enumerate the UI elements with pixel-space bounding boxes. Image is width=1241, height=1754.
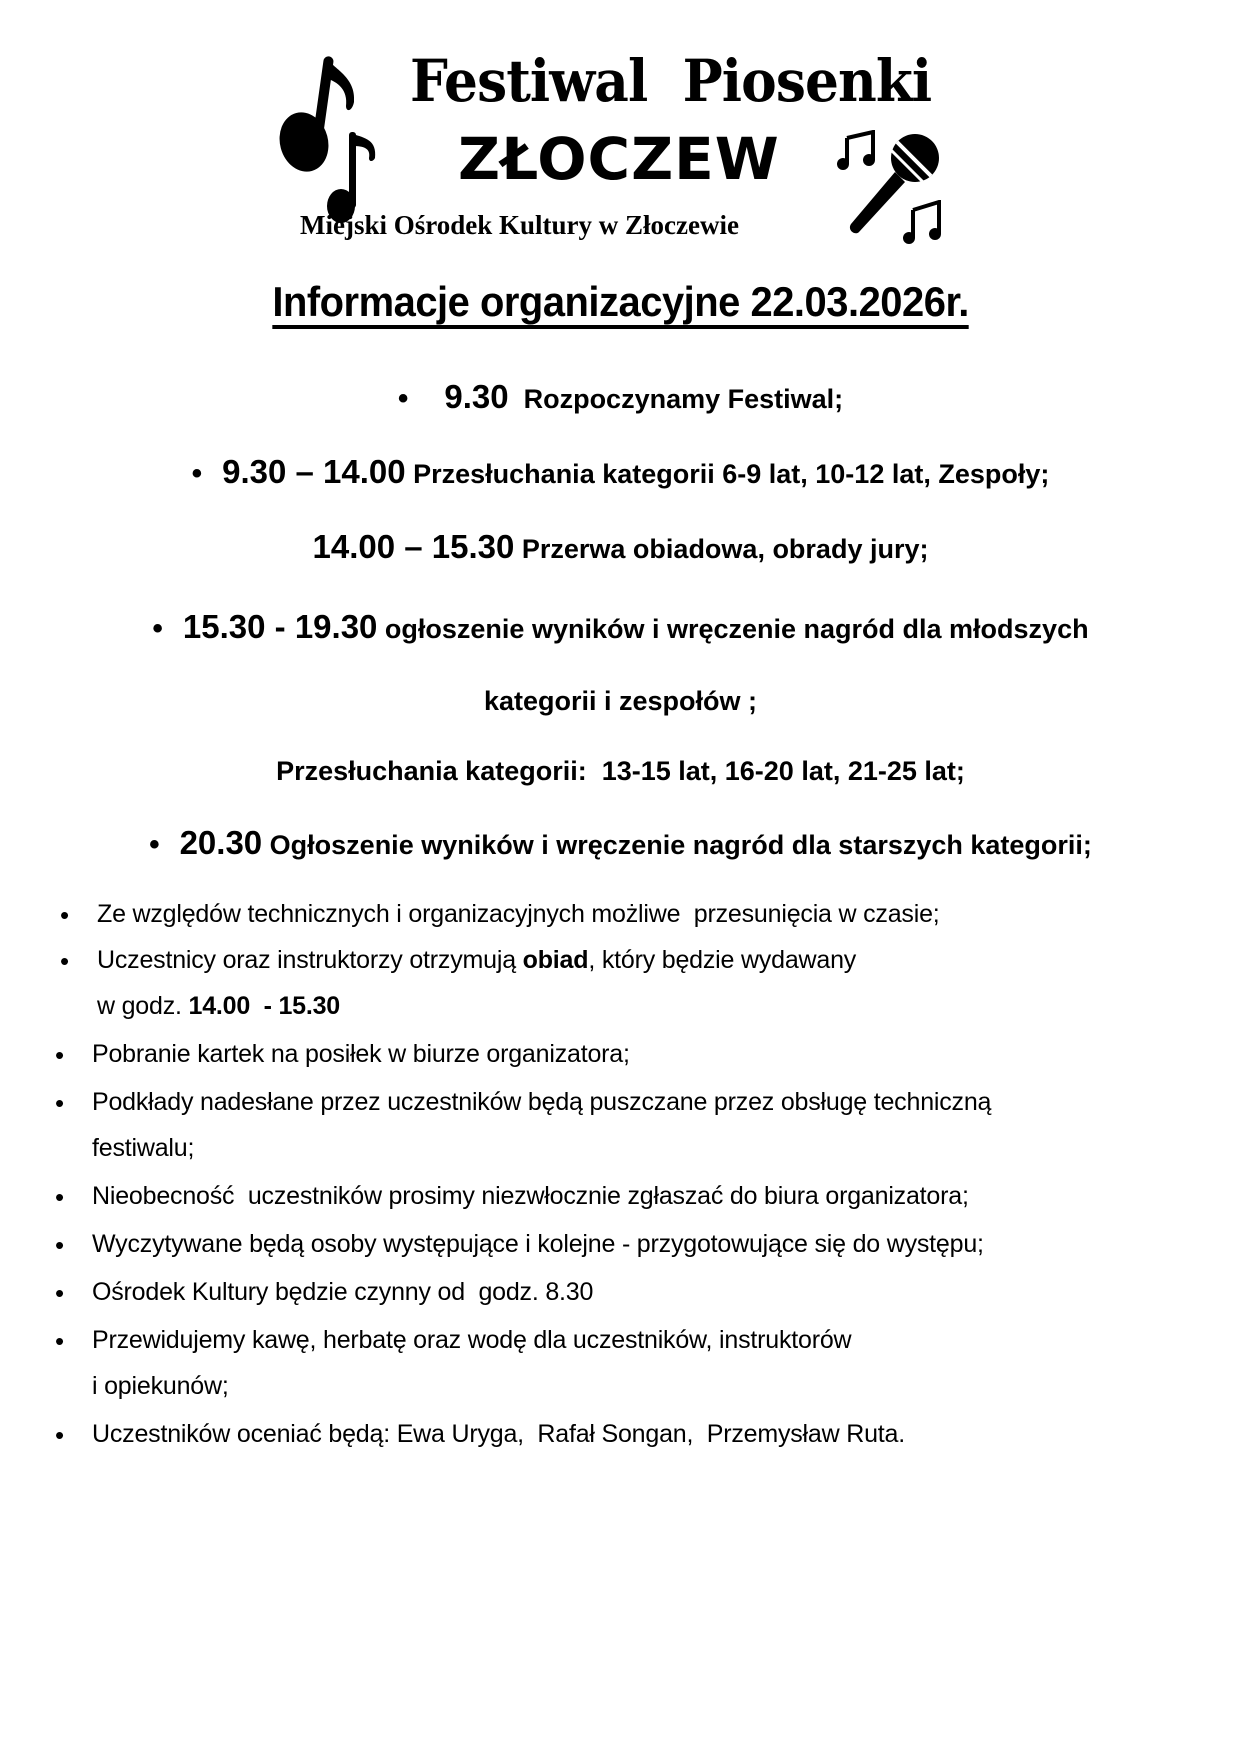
schedule-text: Ogłoszenie wyników i wręczenie nagród dla starszych kategorii; bbox=[262, 830, 1092, 860]
note-item bbox=[60, 900, 940, 930]
note-emphasis: 14.00 - 15.30 bbox=[188, 992, 341, 1020]
schedule-item bbox=[0, 758, 1241, 785]
note-text: Wyczytywane będą osoby występujące i kolejne - przygotowujące się do występu; bbox=[92, 1230, 984, 1258]
schedule-item bbox=[0, 530, 1241, 563]
note-text: Uczestników oceniać będą: Ewa Uryga, Rafał Songan, Przemysław Ruta. bbox=[92, 1420, 905, 1448]
schedule-time: 9.30 bbox=[444, 378, 509, 415]
bullet-icon: • bbox=[60, 900, 69, 930]
bullet-icon: • bbox=[55, 1230, 64, 1260]
note-item-continued bbox=[97, 994, 340, 1019]
bullet-icon: • bbox=[55, 1040, 64, 1070]
festival-logo bbox=[290, 47, 950, 250]
note-text: w godz. bbox=[97, 992, 189, 1020]
note-item-continued bbox=[92, 1374, 229, 1399]
bullet-icon: • bbox=[55, 1182, 64, 1212]
bullet-icon: • bbox=[55, 1326, 64, 1356]
bullet-icon: • bbox=[55, 1420, 64, 1450]
schedule-text: Przerwa obiadowa, obrady jury; bbox=[514, 534, 929, 564]
schedule-text: ogłoszenie wyników i wręczenie nagród dla młodszych bbox=[377, 614, 1089, 644]
schedule-item bbox=[0, 610, 1241, 644]
bullet-icon: • bbox=[55, 1278, 64, 1308]
note-emphasis: obiad bbox=[522, 946, 589, 974]
note-text: Nieobecność uczestników prosimy niezwłocznie zgłaszać do biura organizatora; bbox=[92, 1182, 969, 1210]
note-item bbox=[55, 1040, 630, 1070]
page-title-text: Informacje organizacyjne 22.03.2026r. bbox=[272, 279, 969, 329]
schedule-text: Rozpoczynamy Festiwal; bbox=[508, 384, 844, 414]
schedule-item bbox=[0, 380, 1241, 414]
note-text: i opiekunów; bbox=[92, 1372, 229, 1400]
note-item bbox=[55, 1326, 852, 1356]
note-item bbox=[55, 1088, 992, 1118]
schedule-item bbox=[0, 826, 1241, 860]
bullet-icon: • bbox=[55, 1088, 64, 1118]
schedule-text: Przesłuchania kategorii: 13-15 lat, 16-20 lat, 21-25 lat; bbox=[276, 756, 965, 786]
logo-title: Festiwal Piosenki bbox=[410, 47, 932, 115]
schedule-time: 14.00 – 15.30 bbox=[312, 528, 515, 565]
bullet-icon: • bbox=[60, 946, 69, 976]
bullet-icon: • bbox=[191, 457, 203, 490]
note-text: , który będzie wydawany bbox=[588, 946, 857, 974]
schedule-item bbox=[0, 455, 1241, 489]
note-text: festiwalu; bbox=[92, 1134, 195, 1162]
schedule-time: 15.30 - 19.30 bbox=[182, 608, 378, 645]
music-note-icon bbox=[903, 200, 947, 248]
bullet-icon: • bbox=[149, 828, 160, 861]
note-item bbox=[55, 1230, 984, 1260]
note-text: Uczestnicy oraz instruktorzy otrzymują bbox=[97, 946, 523, 974]
note-item bbox=[60, 946, 857, 976]
page-title bbox=[0, 279, 1241, 329]
note-text: Ze względów technicznych i organizacyjnych możliwe przesunięcia w czasie; bbox=[97, 900, 940, 928]
schedule-item-continued bbox=[0, 688, 1241, 715]
bullet-icon: • bbox=[152, 612, 163, 645]
logo-city: ZŁOCZEW bbox=[458, 125, 780, 193]
note-item bbox=[55, 1420, 905, 1450]
bullet-icon: • bbox=[397, 382, 409, 415]
note-item-continued bbox=[92, 1136, 194, 1161]
note-item bbox=[55, 1182, 969, 1212]
schedule-time: 20.30 bbox=[179, 824, 263, 861]
schedule-text: Przesłuchania kategorii 6-9 lat, 10-12 lat, Zespoły; bbox=[405, 459, 1050, 489]
note-text: Przewidujemy kawę, herbatę oraz wodę dla uczestników, instruktorów bbox=[92, 1326, 852, 1354]
note-text: Pobranie kartek na posiłek w biurze organizatora; bbox=[92, 1040, 630, 1068]
note-text: Podkłady nadesłane przez uczestników będą puszczane przez obsługę techniczną bbox=[92, 1088, 992, 1116]
note-text: Ośrodek Kultury będzie czynny od godz. 8.30 bbox=[92, 1278, 594, 1306]
schedule-time: 9.30 – 14.00 bbox=[222, 453, 406, 490]
logo-subtitle: Miejski Ośrodek Kultury w Złoczewie bbox=[300, 210, 739, 240]
schedule-text: kategorii i zespołów ; bbox=[483, 686, 758, 716]
note-item bbox=[55, 1278, 594, 1308]
